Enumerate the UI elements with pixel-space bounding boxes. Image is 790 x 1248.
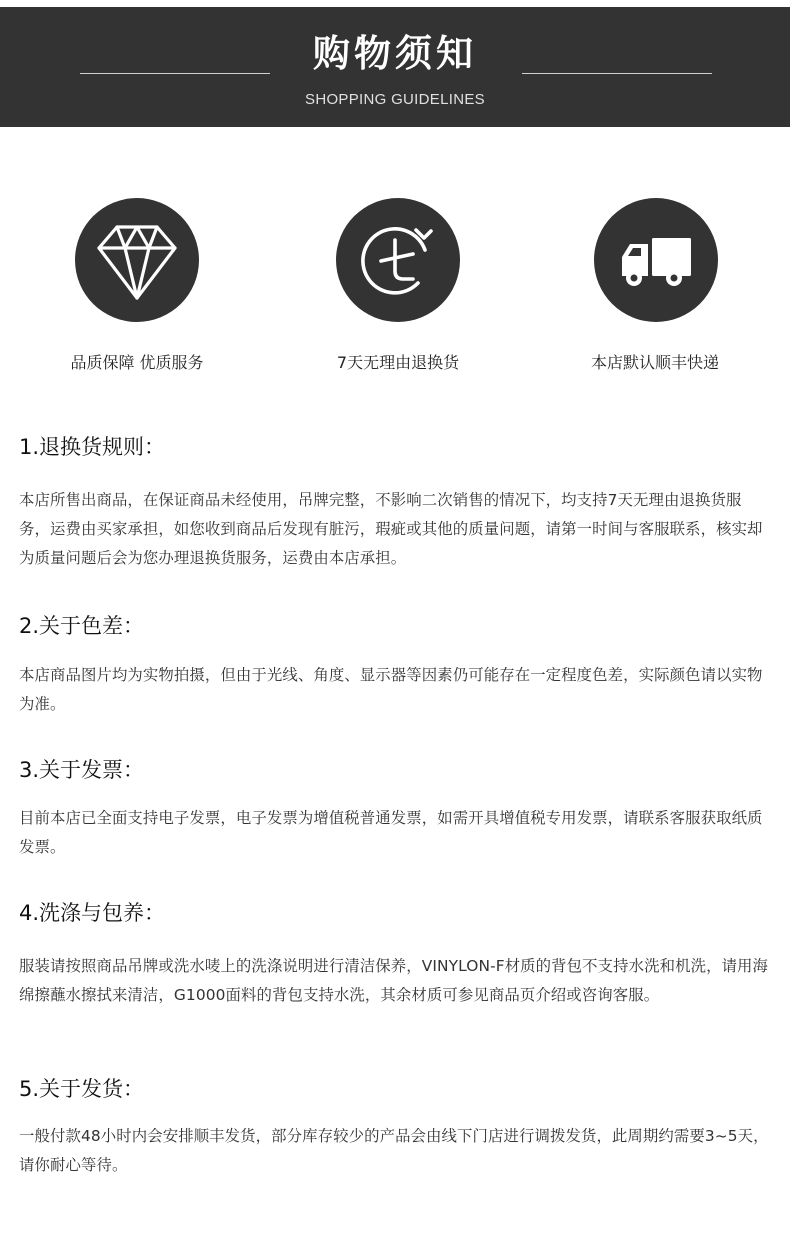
diamond-icon (75, 198, 199, 322)
feature-circle (336, 198, 460, 322)
section-title-returns: 1.退换货规则： (19, 435, 166, 459)
section-body-invoice: 目前本店已全面支持电子发票，电子发票为增值税普通发票，如需开具增值税专用发票，请联系客服获取纸质发票。 (19, 809, 763, 856)
delivery-truck-icon (594, 198, 718, 322)
page-subtitle: SHOPPING GUIDELINES (305, 91, 485, 108)
feature-quality (75, 198, 199, 322)
feature-label-quality: 品质保障 优质服务 (70, 353, 204, 372)
section-body-color: 本店商品图片均为实物拍摄，但由于光线、角度、显示器等因素仍可能存在一定程度色差，实际颜色请以实物为准。 (19, 666, 763, 713)
section-title-shipping: 5.关于发货： (19, 1077, 145, 1101)
section-body-shipping: 一般付款48小时内会安排顺丰发货，部分库存较少的产品会由线下门店进行调拨发货，此周期约需要3~5天，请你耐心等待。 (19, 1127, 769, 1174)
feature-circle (75, 198, 199, 322)
section-title-color: 2.关于色差： (19, 614, 145, 638)
feature-return (336, 198, 460, 322)
feature-label-delivery: 本店默认顺丰快递 (590, 353, 719, 372)
feature-delivery (594, 198, 718, 322)
header-banner (0, 7, 790, 127)
section-body-care: 服装请按照商品吊牌或洗水唛上的洗涤说明进行清洁保养，VINYLON-F材质的背包不支持水洗和机洗，请用海绵擦蘸水擦拭来清洁，G1000面料的背包支持水洗，其余材质可参见商品页介绍或咨询客服。 (19, 957, 769, 1004)
section-body-returns: 本店所售出商品，在保证商品未经使用，吊牌完整，不影响二次销售的情况下，均支持7天无理由退换货服务，运费由买家承担，如您收到商品后发现有脏污，瑕疵或其他的质量问题，请第一时间与客服联系，核实却为质量问题后会为您办理退换货服务，运费由本店承担。 (19, 491, 763, 567)
feature-label-return: 7天无理由退换货 (336, 353, 460, 372)
section-title-care: 4.洗涤与包养： (19, 901, 166, 925)
section-title-invoice: 3.关于发票： (19, 758, 145, 782)
feature-circle (594, 198, 718, 322)
page-title: 购物须知 (313, 32, 477, 75)
seven-day-return-icon (336, 198, 460, 322)
